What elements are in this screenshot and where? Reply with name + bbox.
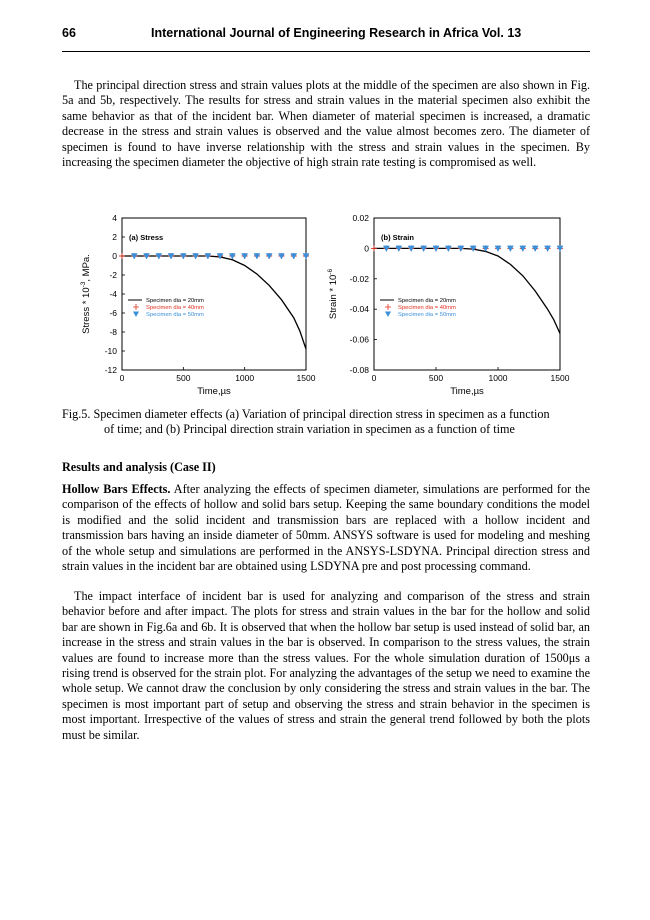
y-tick-label: 0 <box>364 243 369 254</box>
y-tick-label: -12 <box>104 365 117 375</box>
header-rule <box>62 51 590 52</box>
chart-title: (a) Stress <box>129 233 164 242</box>
section-heading: Results and analysis (Case II) <box>62 460 216 474</box>
x-tick-label: 1500 <box>550 373 570 383</box>
paragraph-impact-interface: The impact interface of incident bar is used for analyzing and comparison of the stress and strain behavior before and after impact. The plots for stress and strain values in the bar for the hollow and solid bar are shown in Fig.6a and 6b. It is observed that when the hollow bar setup is used instead of solid bar, an increase in the stress and strain values in the bar is observed. In comparison to the stress values, the strain values are found to increase more than the stress values. For the whole simulation duration of 1500μs a rising trend is observed for the strain plot. For analyzing the advantages of the setup we need to examine the whole setup. We cannot draw the conclusion by only considering the stress and strain values in the bar. The specimen is most important part of setup and observing the stress and strain behavior in the specimen is most important. Irrespective of the values of stress and strain the general trend followed by both the plots must be similar. <box>62 589 590 742</box>
chart-strain <box>327 213 570 397</box>
y-tick-label: 0 <box>112 251 117 261</box>
x-tick-label: 500 <box>176 373 191 383</box>
y-tick-label: 2 <box>112 232 117 242</box>
x-tick-label: 1000 <box>488 373 508 383</box>
paragraph-body: After analyzing the effects of specimen diameter, simulations are performed for the comparison of the effects of hollow and solid bars setup. Keeping the same boundary conditions the model is modified and the solid incident and transmission bars are replaced with a hollow incident and transmission bars having an inside diameter of 50mm. ANSYS software is used for modeling and meshing of the whole setup and simulations are performed in the ANSYS-LSDYNA. Principal direction stress and strain values in the incident bar are obtained using LSDYNA pre and post processing command. <box>62 482 590 574</box>
y-tick-label: 0.02 <box>352 213 369 223</box>
caption-line-1: Fig.5. Specimen diameter effects (a) Variation of principal direction stress in specimen as a function <box>62 407 550 421</box>
paragraph-lead: Hollow Bars Effects. <box>62 482 171 496</box>
figure-caption <box>62 407 590 438</box>
y-tick-label: -2 <box>109 270 117 280</box>
legend-label: Specimen dia = 40mm <box>146 305 204 312</box>
legend-label: Specimen dia = 20mm <box>146 298 204 305</box>
chart-stress <box>80 213 316 397</box>
x-tick-label: 0 <box>119 373 125 383</box>
y-tick-label: -0.06 <box>349 334 369 345</box>
page-number: 66 <box>62 26 76 40</box>
legend-label: Specimen dia = 50mm <box>146 312 204 319</box>
x-tick-label: 0 <box>371 373 377 383</box>
y-axis-label: Stress * $10^{-3}$, MPa. <box>80 254 92 334</box>
journal-title: International Journal of Engineering Research in Africa Vol. 13 <box>151 26 522 40</box>
x-tick-label: 500 <box>428 373 444 383</box>
paragraph-intro: The principal direction stress and strain values plots at the middle of the specimen are also shown in Fig. 5a and 5b, respectively. The results for stress and strain values in the material specimen also exhibit the same behavior as that of the incident bar. When diameter of material specimen is increased, a dramatic decrease in the stress and strain values is observed and the value almost becomes zero. The diameter of specimen is found to have inverse relationship with the stress and strain values in the specimen. By increasing the specimen diameter the objective of high strain rate testing is compromised as well. <box>62 78 590 170</box>
chart-title: (b) Strain <box>381 233 414 242</box>
caption-line-2: of time; and (b) Principal direction strain variation in specimen as a function of time <box>104 422 515 437</box>
y-tick-label: -0.02 <box>349 273 369 284</box>
y-tick-label: -10 <box>104 346 117 356</box>
legend-label: Specimen dia = 40mm <box>398 305 456 312</box>
x-tick-label: 1000 <box>235 373 255 383</box>
x-axis-label: Time,µs <box>450 386 484 397</box>
x-axis-label: Time,µs <box>197 386 231 397</box>
paragraph-hollow-bars <box>62 482 590 574</box>
y-tick-label: 4 <box>112 213 117 223</box>
y-tick-label: -0.08 <box>349 365 369 375</box>
y-tick-label: -0.04 <box>349 304 369 315</box>
y-axis-label: Strain * $10^{-6}$ <box>327 268 339 320</box>
x-tick-label: 1500 <box>296 373 316 383</box>
legend-label: Specimen dia = 20mm <box>398 298 456 305</box>
figure-5 <box>60 206 580 401</box>
y-tick-label: -6 <box>109 308 117 318</box>
y-tick-label: -4 <box>109 289 117 299</box>
legend-label: Specimen dia = 50mm <box>398 312 456 319</box>
y-tick-label: -8 <box>109 327 117 337</box>
running-header <box>62 26 590 44</box>
